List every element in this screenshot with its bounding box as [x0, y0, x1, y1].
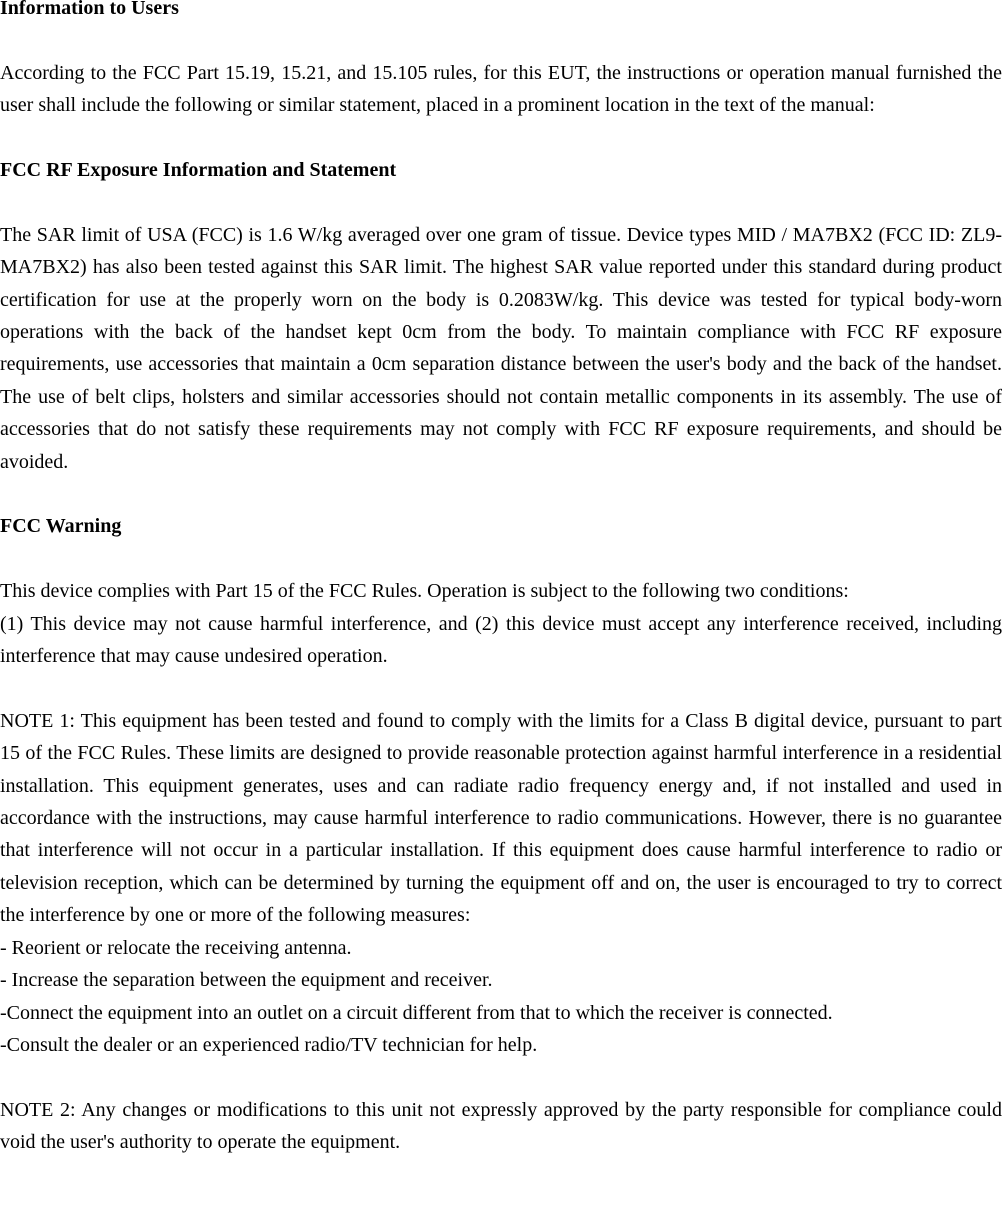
- spacer: [0, 24, 1002, 56]
- note2-paragraph: NOTE 2: Any changes or modifications to this unit not expressly approved by the party responsible for compliance could void the user's authority to operate the equipment.: [0, 1098, 1002, 1154]
- rf-exposure-heading: FCC RF Exposure Information and Statement: [0, 159, 397, 181]
- fcc-warning-line: This device complies with Part 15 of the FCC Rules. Operation is subject to the following two conditions:: [0, 580, 849, 603]
- page-title: Information to Users: [0, 0, 179, 19]
- spacer: [0, 478, 1002, 510]
- note1-paragraph: NOTE 1: This equipment has been tested and found to comply with the limits for a Class B digital device, pursuant to part 15 of the FCC Rules. These limits are designed to provide reasonable protection against harmful interference in a residential installation. This equipment generates, uses and can radiate radio frequency energy and, if not installed and used in accordance with the instructions, may cause harmful interference to radio communications. However, there is no guarantee that interference will not occur in a particular installation. If this equipment does cause harmful interference to radio or television reception, which can be determined by turning the equipment off and on, the user is encouraged to try to correct the interference by one or more of the following measures:: [0, 709, 1002, 927]
- spacer: [0, 122, 1002, 154]
- measure-item: - Reorient or relocate the receiving antenna.: [0, 936, 352, 959]
- spacer: [0, 186, 1002, 218]
- spacer: [0, 1061, 1002, 1093]
- measure-item: -Connect the equipment into an outlet on a circuit different from that to which the receiver is connected.: [0, 1001, 833, 1024]
- measure-item: - Increase the separation between the equipment and receiver.: [0, 969, 493, 992]
- rf-exposure-paragraph: The SAR limit of USA (FCC) is 1.6 W/kg averaged over one gram of tissue. Device types MID / MA7BX2 (FCC ID: ZL9-MA7BX2) has also been tested against this SAR limit. The highest SAR value reported under this standard during product certification for use at the properly worn on the body is 0.2083W/kg. This device was tested for typical body-worn operations with the back of the handset kept 0cm from the body. To maintain compliance with FCC RF exposure requirements, use accessories that maintain a 0cm separation distance between the user's body and the back of the handset. The use of belt clips, holsters and similar accessories should not contain metallic components in its assembly. The use of accessories that do not satisfy these requirements may not comply with FCC RF exposure requirements, and should be avoided.: [0, 223, 1002, 473]
- intro-paragraph: According to the FCC Part 15.19, 15.21, and 15.105 rules, for this EUT, the instructions or operation manual furnished the user shall include the following or similar statement, placed in a prominent location in the text of the manual:: [0, 61, 1002, 117]
- spacer: [0, 543, 1002, 575]
- measure-item: -Consult the dealer or an experienced radio/TV technician for help.: [0, 1033, 538, 1056]
- spacer: [0, 672, 1002, 704]
- fcc-warning-conditions: (1) This device may not cause harmful interference, and (2) this device must accept any interference received, including interference that may cause undesired operation.: [0, 612, 1002, 668]
- fcc-warning-heading: FCC Warning: [0, 515, 122, 538]
